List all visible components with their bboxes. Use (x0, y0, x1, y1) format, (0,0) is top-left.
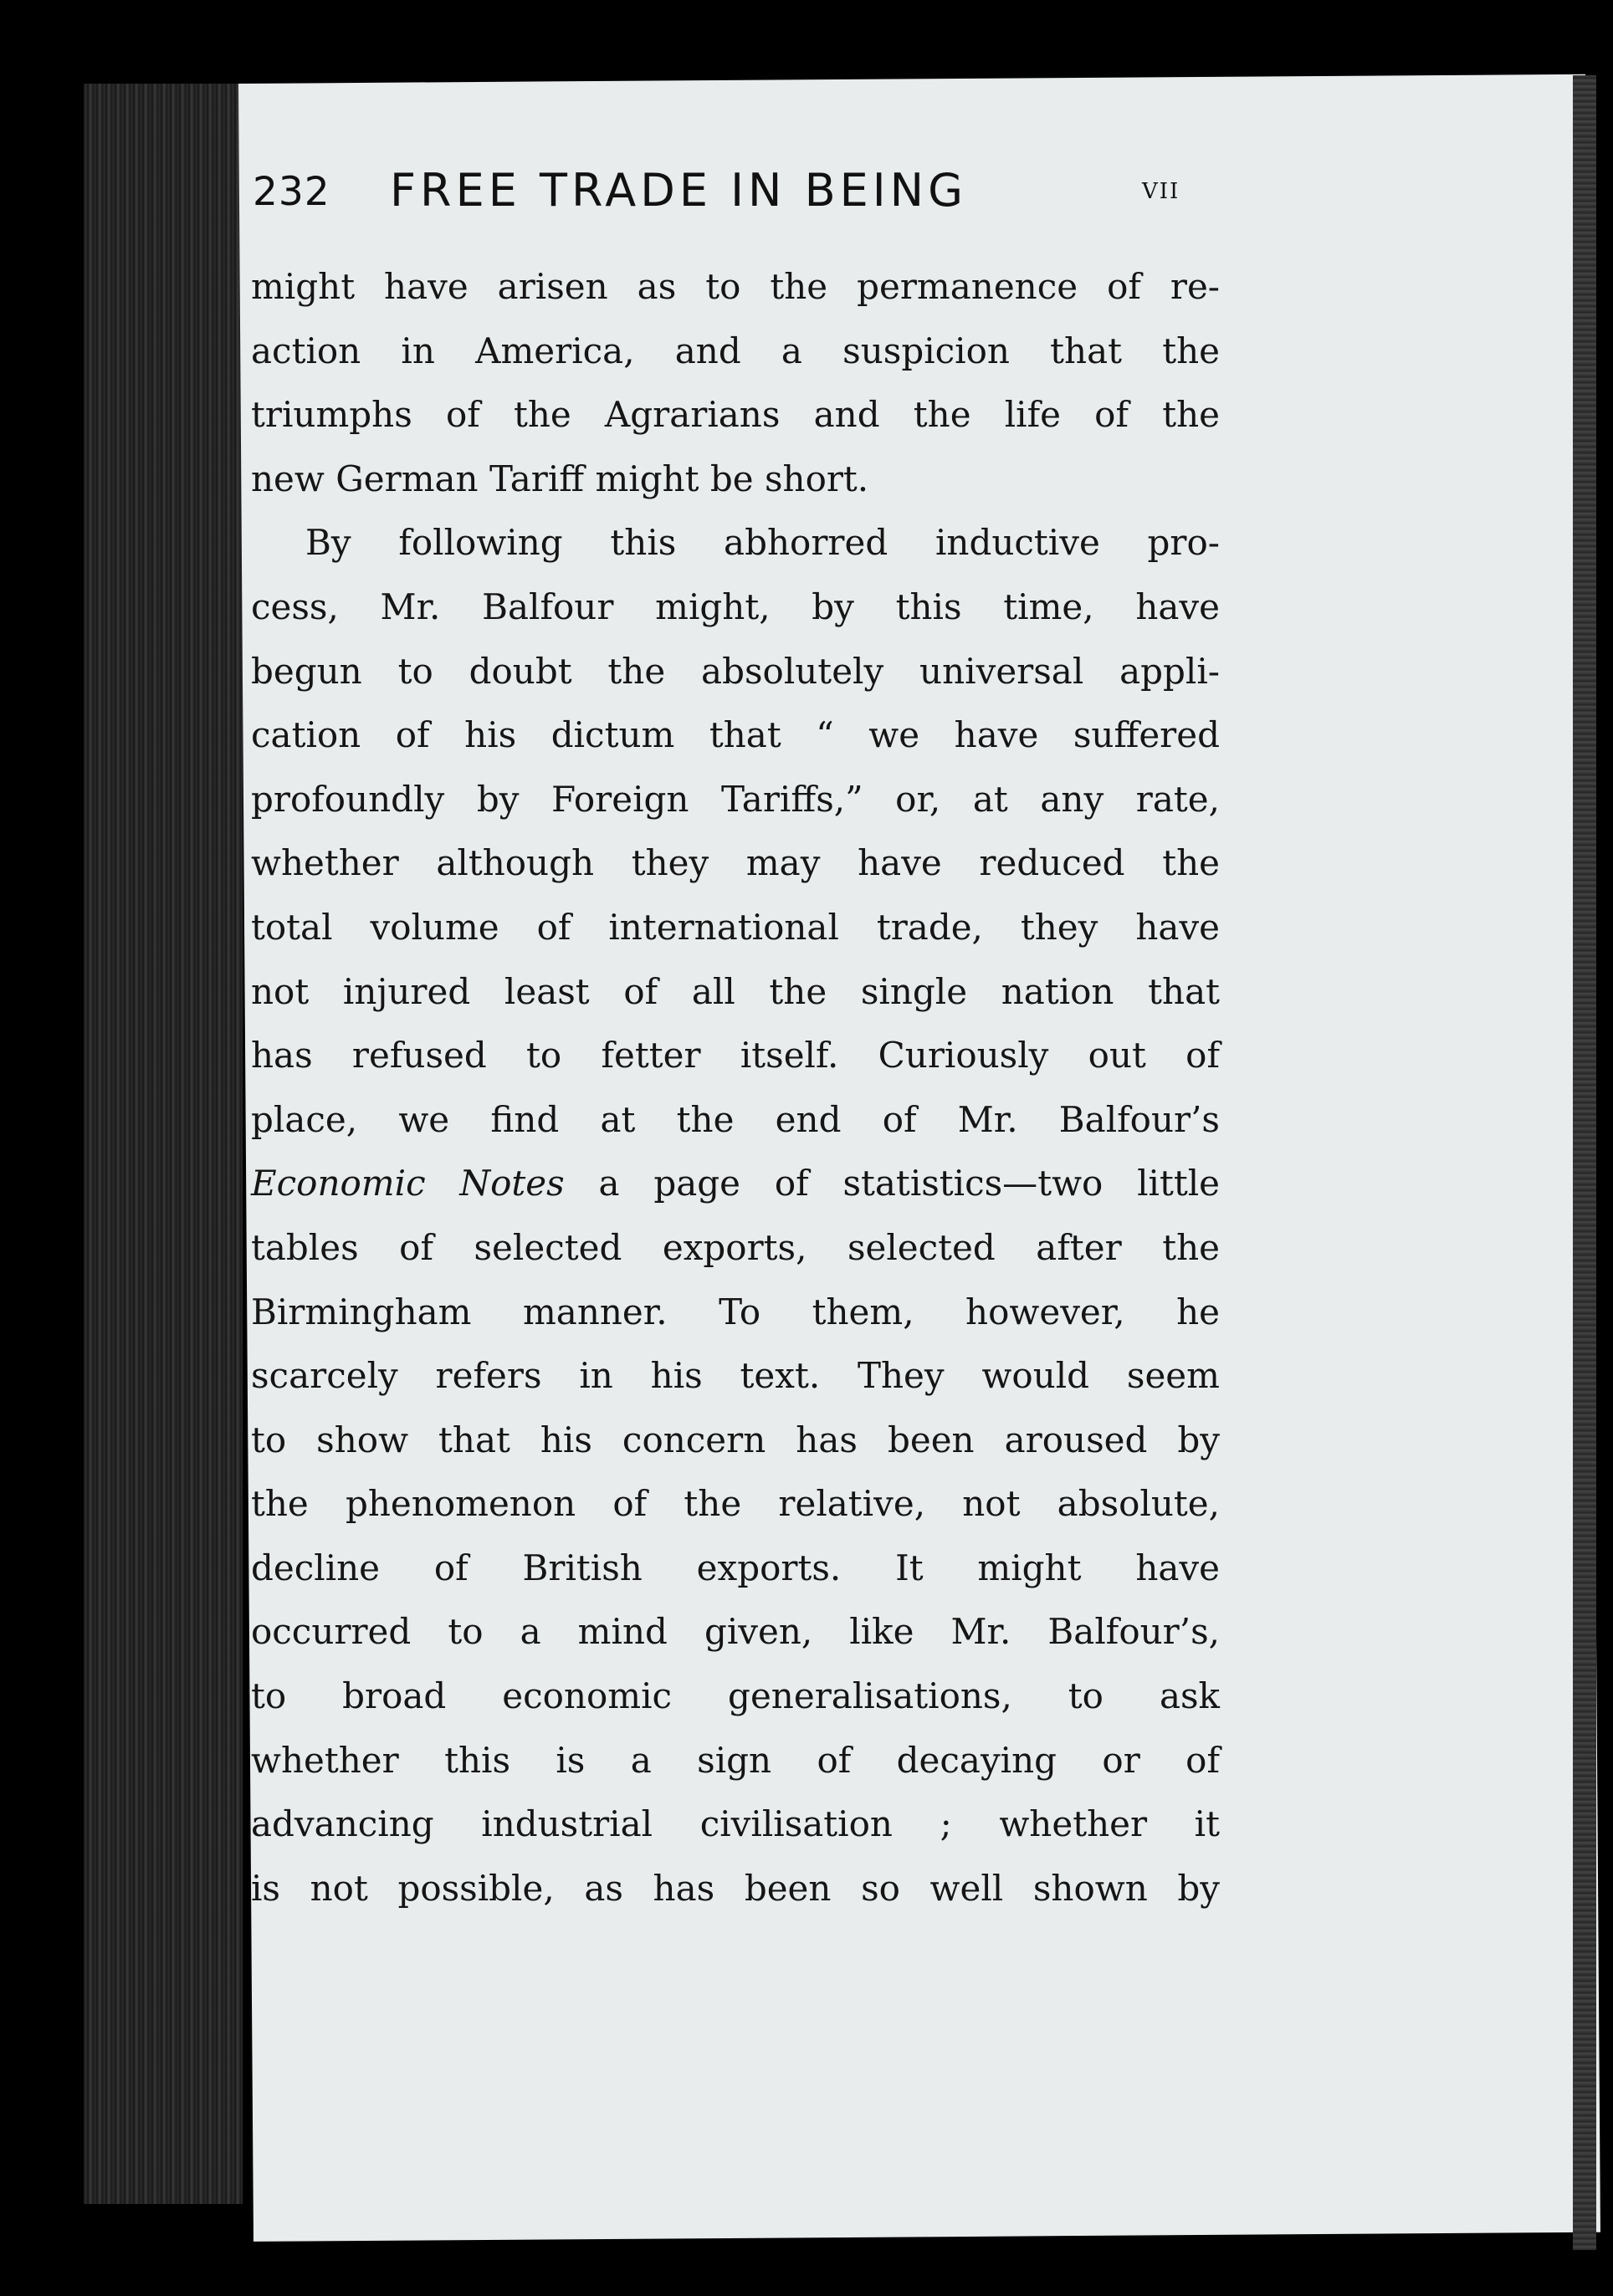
body-text (251, 255, 1220, 1920)
text-line: whether this is a sign of decaying or of (251, 1739, 1220, 1781)
text-line: occurred to a mind given, like Mr. Balfour’s, (251, 1611, 1220, 1653)
text-line: the phenomenon of the relative, not absolute, (251, 1483, 1220, 1525)
text-line: cation of his dictum that “ we have suffered (251, 714, 1220, 756)
text-line: profoundly by Foreign Tariffs,” or, at any rate, (251, 778, 1220, 820)
text-line: is not possible, as has been so well shown by (251, 1867, 1220, 1909)
text-line: whether although they may have reduced the (251, 842, 1220, 884)
text-line: to broad economic generalisations, to ask (251, 1675, 1220, 1717)
text-line: action in America, and a suspicion that the (251, 330, 1220, 371)
text-line: triumphs of the Agrarians and the life of the (251, 394, 1220, 436)
text-line: might have arisen as to the permanence of re- (251, 266, 1220, 307)
italic-book-title: Economic Notes (251, 1163, 565, 1204)
text-line: new German Tariff might be short. (251, 458, 869, 499)
text-line: total volume of international trade, they have (251, 906, 1220, 948)
book-spine (84, 84, 243, 2204)
text-line: place, we find at the end of Mr. Balfour’s (251, 1098, 1220, 1140)
page-edge (1573, 75, 1596, 2250)
text-line: By following this abhorred inductive pro- (305, 522, 1220, 564)
text-line: not injured least of all the single nation that (251, 970, 1220, 1012)
running-title: FREE TRADE IN BEING (390, 164, 967, 217)
text-line: Birmingham manner. To them, however, he (251, 1291, 1220, 1332)
text-line: scarcely refers in his text. They would seem (251, 1355, 1220, 1397)
text-line: cess, Mr. Balfour might, by this time, have (251, 586, 1220, 627)
text-line-rest: a page of statistics—two little (598, 1163, 1221, 1204)
chapter-number: VII (1142, 179, 1180, 204)
running-header (253, 164, 1185, 236)
page-number: 232 (253, 169, 330, 215)
text-line: to show that his concern has been aroused by (251, 1419, 1220, 1460)
text-line: has refused to fetter itself. Curiously out of (251, 1035, 1220, 1076)
text-line: begun to doubt the absolutely universal appli- (251, 650, 1220, 692)
text-line: decline of British exports. It might have (251, 1547, 1220, 1588)
text-line (251, 1152, 1220, 1216)
text-line: advancing industrial civilisation ; whether it (251, 1803, 1220, 1845)
text-line: tables of selected exports, selected after the (251, 1226, 1220, 1268)
